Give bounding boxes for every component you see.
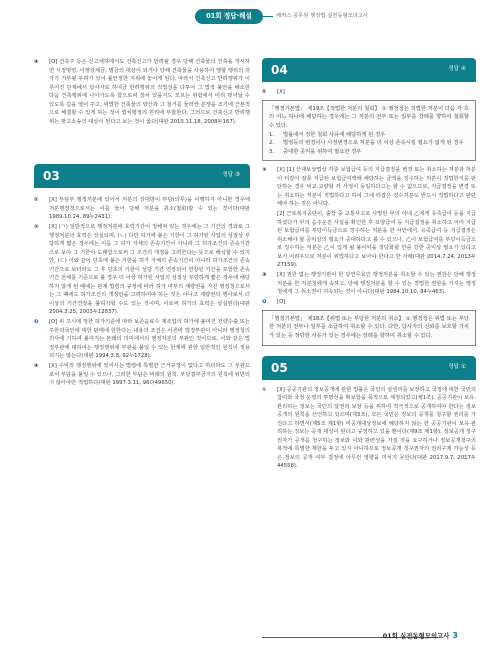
answer-text: [X] 공공기관의 정보공개에 관한 법률은 국민의 알권리를 보장하고 국정에 대한 국민의 참여와 국정 운영의 투명성을 확보함을 목적으로 제정되었고(제1조), 공공기관이 보유·관리하는 정보는 국민의 알권리 보장 등을 위하여 적극적으로 공개하여야 한다는 정보공개의 원칙을 선언하고 있으며(제3조), 모든 국민은 정보의 공개를 청구할 권리를 가진다고 하면서(제5조 제1항) 비공개대상정보에 해당하지 않는 한 공공기관이 보유·관리하는 정보는 공개 대상이 된다고 규정하고 있을 뿐이다(제9조 제1항). 정보공개 청구권자가 공개를 청구하는 정보와 이와 관련성을 가질 것을 요구하거나 정보공개청구의 목적에 특별한 제한을 두고 있지 아니하므로 정보공개 청구권자의 권리구제 가능성 등은 정보의 공개 여부 결정에 아무런 영향을 미치지 못한다(대판 2017.9.7, 2017두44558). [277,386,476,469]
answer-marker: ② [34,224,39,230]
law-quote-title: 「행정기본법」 제19조【적법한 처분의 철회】 ① 행정청은 적법한 처분이 다음 각 호의 어느 하나에 해당하는 경우에는 그 처분의 전부 또는 일부를 장래를 향하여 철회할 수 있다. [269,105,469,129]
q05-answer-1 [262,386,476,471]
answer-label: 정답 ③ [222,172,240,178]
answer-marker: ④ [34,363,39,369]
law-quote-item: 3. 중대한 공익을 위하여 필요한 경우 [269,148,362,155]
right-column [262,58,476,472]
question-number: 03 [43,169,60,183]
law-quote-item: 2. 법령등의 변경이나 사정변경으로 처분을 더 이상 존속시킬 필요가 없게 된 경우 [269,140,464,146]
answer-text: [O] [277,299,286,305]
law-quote-box [262,310,476,346]
q03-answer-4 [34,362,250,388]
answer-text: [X] [277,89,285,95]
question-header-03 [34,164,250,188]
question-number: 05 [271,360,288,375]
correct-answer-marker: ❹ [262,299,267,305]
q03-answer-1 [34,196,250,222]
law-quote-text: 「행정기본법」 제18조【위법 또는 부당한 처분의 취소】 ① 행정청은 위법 또는 부당한 처분의 전부나 일부를 소급하여 취소할 수 있다. 다만, 당사자의 신뢰를 보호할 가치가 있는 등 정당한 사유가 있는 경우에는 장래를 향하여 취소할 수 있다. [269,315,469,339]
answer-marker: ④ [34,59,39,65]
page-number: 3 [452,631,458,640]
answer-text: [X] [1] 산재보상법상 각종 보험급여 등의 지급결정을 변경 또는 취소하는 처분과 처분이 터잡아 잘못 지급된 보험급여액에 해당하는 금액을 징수하는 처분이 적법한지를 판단하는 경우 비교·교량할 각 사정이 동일하다고는 할 수 없으므로, 지급결정을 변경 또는 취소하는 처분이 적법하다고 하여 그에 터잡은 징수처분도 반드시 적법하다고 판단해야 하는 것은 아니다. [277,167,476,207]
page-header [0,0,500,34]
answer-marker: ① [262,89,267,95]
answer-text: [X] (ㄱ) 일반적으로 행정처분에 효력기간이 정해져 있는 경우에는 그 기간의 경과로 그 행정처분의 효력은 상실되며, (ㄴ) 다만 허가에 붙은 기한이 그 허가된 사업의 성질상 부당하게 짧은 경우에는 이를 그 허가 자체의 존속기간이 아니라 그 허가조건의 존속기간으로 보아 그 기한이 도래함으로써 그 조건의 개정을 고려한다는 뜻으로 해석할 수 있지만, (ㄷ) 이와 같이 당초에 붙은 기한을 허가 자체의 존속기간이 아니라 허가조건의 존속기간으로 보더라도 그 후 당초의 기한이 상당 기간 연장되어 연장된 기간을 포함한 존속기간 전체를 기준으로 볼 경우 더 이상 허가된 사업의 성질상 부당하게 짧은 경우에 해당하지 않게 된 때에는 관계 법령의 규정에 따라 허가 여부의 재량권을 가진 행정청으로서는 그 때에도 허가조건의 개정만을 고려하여야 하는 것은 아니고 재량권의 행사로서 더 이상의 기간연장을 불허가할 수도 있는 것이며, 이로써 허가의 효력은 상실된다(대판 2004.3.25, 2003두12837). [49,224,250,315]
q04-answer-2-part-2 [262,210,476,270]
answer-text: [O] 건축주 등은 신고제하에서도 건축신고가 반려될 경우 당해 건축물의 건축을 개시하면 시정명령, 이행강제금, 벌금의 대상이 되거나 당해 건축물을 사용하여 행할 행위의 허가가 거부될 우려가 있어 불안정한 지위에 놓이게 된다. 따라서 건축신고 반려행위가 이루어진 단계에서 당사자로 하여금 반려행위의 적법성을 다투어 그 법적 불안을 해소한 다음 건축행위에 나아가도록 함으로써 장차 있을지도 모르는 위험에서 미리 벗어날 수 있도록 길을 열어 주고, 위법한 건축물의 양산과 그 철거를 둘러싼 분쟁을 조기에 근본적으로 해결할 수 있게 하는 것이 법치행정의 원리에 부합한다. 그러므로 건축신고 반려행위는 항고소송의 대상이 된다고 보는 것이 옳다(대판 2010.11.18, 2008두167). [49,59,250,125]
answer-text: [X] 부담부 행정처분에 있어서 처분의 상대방이 부담(의무)을 이행하지 아니한 경우에 처분행정청으로서는 이를 들어 당해 처분을 취소(철회)할 수 있는 것이다(대판 1989.10.24, 89누2431). [49,197,250,220]
q04-answer-4 [262,298,476,307]
answer-text: [X] 수익적 행정행위에 있어서는 법령에 특별한 근거규정이 없다고 하더라도 그 부관으로서 부담을 붙일 수 있으나, 그러한 부담은 비례의 원칙, 부당결부금지의 원칙에 위반되지 않아야만 적법하다(대판 1997.3.11, 96다49650). [49,363,250,386]
question-header-04 [262,58,476,82]
q04-answer-3 [262,271,476,297]
q03-answer-3 [34,318,250,361]
law-quote-box [262,100,476,162]
footer-text [383,631,458,640]
answer-label: 정답 ① [448,363,466,370]
answer-text: [2] 근로복지공단이, 출장 중 교통사고로 사망한 甲의 아내 乙에게 유족급여 등을 지급하였다가 甲의 음주운전 사실을 확인한 후 요양급여 등 지급결정을 취소하고 이미 지급된 보험급여를 부당이득금으로 징수하는 처분을 한 사안에서, 유족급여 등 지급결정은 취소해야 할 공익상의 필요가 중대하다고 볼 수 있으나, 乙이 보험급여를 부당이득금으로 징수하는 처분은 乙이 입게 될 불이익을 정당화할 만큼 강한 공익상 필요가 있다고 보기 어려우므로 처분이 위법하다고 보아야 한다고 한 사례(대판 2014.7.24, 2013두27159). [277,211,476,268]
correct-answer-marker: ❸ [34,319,39,325]
q04-answer-1 [262,88,476,97]
page-footer [0,629,500,667]
q03-answer-2 [34,223,250,317]
answer-marker: ③ [262,272,267,278]
header-badge: 01회 정답·해설 [195,9,263,24]
header-divider [263,16,273,17]
law-quote-item: 1. 법률에서 정한 철회 사유에 해당하게 된 경우 [269,131,386,138]
q04-answer-2 [262,166,476,209]
answer-text: [O] 위 고시에 정한 허가기준에 따라 보존음료수 제조업의 허가에 붙여진 전량수출 또는 주한외국인에 대한 판매에 한한다는 내용의 조건은 이른바 법정부관이 아니라 행정청의 의사에 기하여 붙여지는 본래의 의미에서의 행정처분의 부관인 것이므로, 이와 같은 법정부관에 대하여는 행정행위에 부관을 붙일 수 있는 한계에 관한 일반적인 원칙이 적용되지는 않는다(대판 1994.3.8, 92누1728). [49,319,250,359]
answer-text: [X] 권한 없는 행정기관이 한 당연무효인 행정처분을 취소할 수 있는 권한은 당해 행정처분을 한 처분청에게 속하고, 당해 행정처분을 할 수 있는 적법한 권한을 가지는 행정청에게 그 취소권이 귀속되는 것이 아니다(대판 1984.10.10, 84누463). [277,272,476,295]
header-subtitle: 해커스 공무원 행정법 실전동형모의고사 [276,13,369,19]
left-column [34,58,250,389]
answer-marker: ① [34,197,39,203]
question-header-05 [262,356,476,380]
answer-label: 정답 ④ [448,66,466,72]
answer-marker: ② [262,167,267,173]
correct-answer-marker: ① [262,386,267,393]
footer-title: 01회 실전동형모의고사 [382,632,450,640]
q02-answer-4 [34,58,250,126]
question-number: 04 [271,63,288,77]
